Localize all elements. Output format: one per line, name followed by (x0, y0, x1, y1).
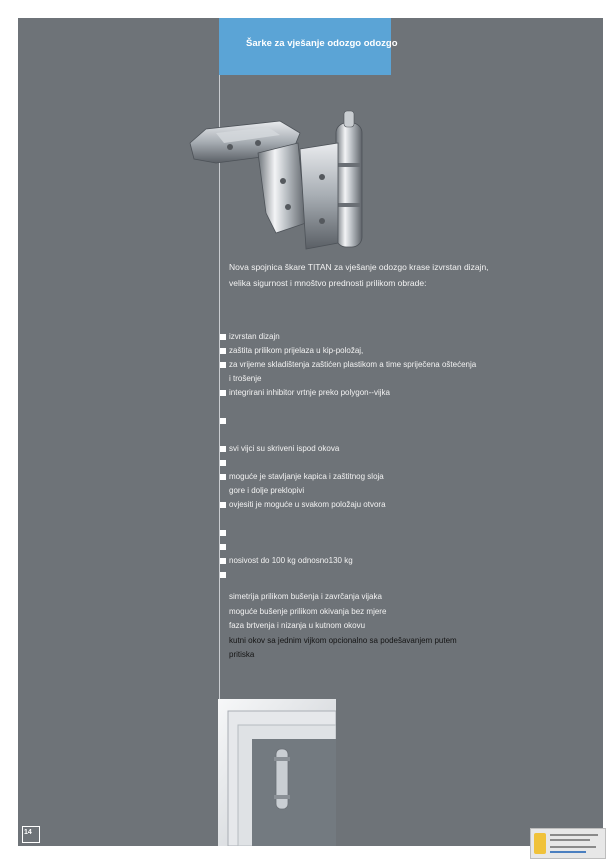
text-line: simetrija prilikom bušenja i zavrčanja vijaka (229, 592, 382, 601)
bullet-square (220, 418, 226, 424)
bullet-square (220, 572, 226, 578)
bullet-square (220, 390, 226, 396)
intro-paragraph (229, 259, 499, 291)
list-item (220, 526, 510, 540)
bullet-square (220, 502, 226, 508)
text-line: kutni okov sa jednim vijkom opcionalno sa podešavanjem putem (229, 635, 457, 645)
list-item: zaštita prilikom prijelaza u kip-položaj, (220, 344, 510, 358)
hinge-product-image (188, 103, 378, 253)
list-item: za vrijeme skladištenja zaštićen plastikom a time spriječena oštećenja (220, 358, 510, 372)
feature-paragraph (229, 590, 509, 663)
list-item (220, 540, 510, 554)
list-item: svi vijci su skriveni ispod okova (220, 442, 510, 456)
list-item: nosivost do 100 kg odnosno130 kg (220, 554, 510, 568)
bullet-square (220, 334, 226, 340)
list-spacer (220, 428, 510, 442)
list-spacer (220, 400, 510, 414)
list-item: ovjesiti je moguće u svakom položaju otvora (220, 498, 510, 512)
intro-line: velika sigurnost i mnoštvo prednosti prilikom obrade: (229, 278, 427, 288)
text-line: moguće bušenje prilikom okivanja bez mjere (229, 606, 387, 616)
bullet-square (220, 446, 226, 452)
list-item: izvrstan dizajn (220, 330, 510, 344)
list-item (220, 414, 510, 428)
list-item (220, 456, 510, 470)
list-spacer (220, 512, 510, 526)
pdf-editor-badge (530, 828, 606, 859)
page-number: 14 (24, 829, 32, 836)
list-item: i trošenje (229, 374, 262, 383)
text-line: faza brtvenja i nizanja u kutnom okovu (229, 621, 366, 630)
intro-line: Nova spojnica škare TITAN za vješanje odozgo krase izvrstan dizajn, (229, 262, 489, 272)
bullet-square (220, 460, 226, 466)
page-title: Šarke za vješanje odozgo odozgo (246, 38, 398, 49)
bullet-square (220, 348, 226, 354)
bullet-square (220, 530, 226, 536)
bullet-square (220, 474, 226, 480)
text-line: pritiska (229, 650, 255, 659)
info-icon (534, 833, 546, 854)
list-item: integrirani inhibitor vrtnje preko polygon--vijka (220, 386, 510, 400)
list-item (220, 568, 510, 582)
list-item: moguće je stavljanje kapica i zaštitnog sloja (220, 470, 510, 484)
bullet-square (220, 544, 226, 550)
feature-list (220, 330, 510, 582)
bullet-square (220, 558, 226, 564)
list-item: gore i dolje preklopivi (229, 486, 305, 495)
brochure-page (18, 18, 603, 846)
bullet-square (220, 362, 226, 368)
window-frame-image (218, 699, 348, 846)
